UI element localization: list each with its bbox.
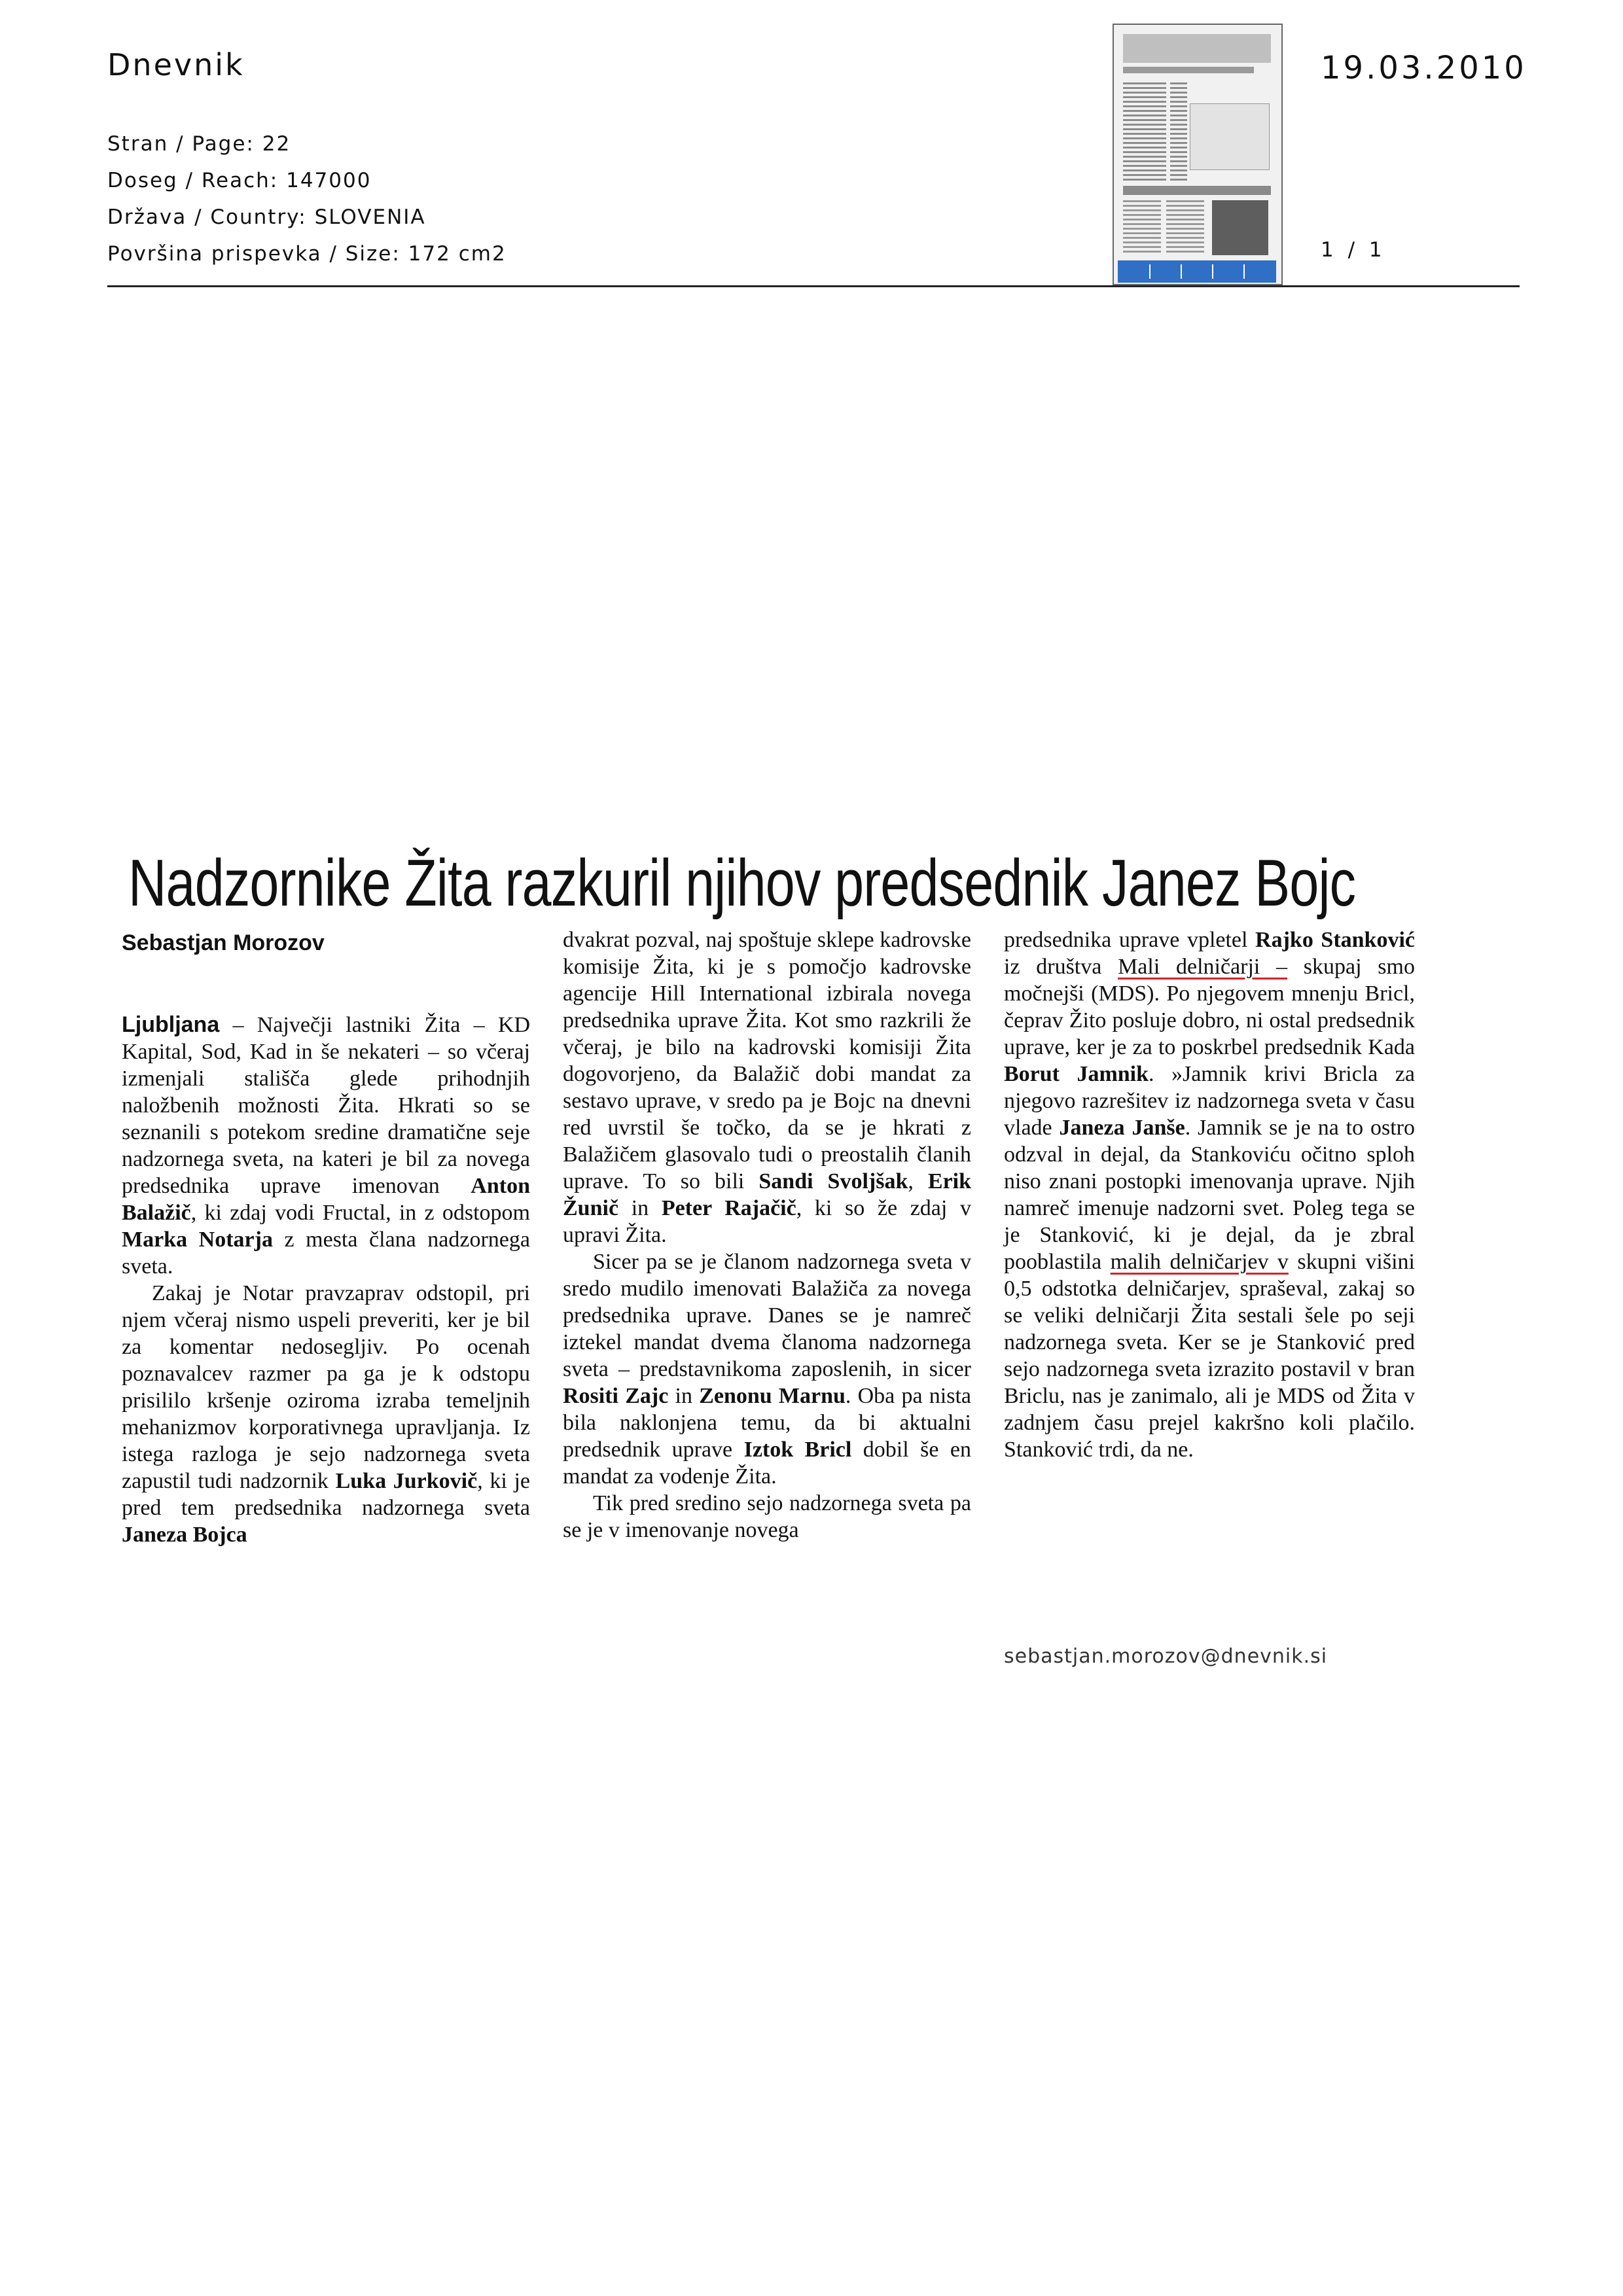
article-column-1 <box>122 1012 530 1548</box>
reach: Doseg / Reach: 147000 <box>107 169 372 192</box>
thumbnail-text-column <box>1166 200 1204 255</box>
thumbnail-ad-strip <box>1118 260 1276 283</box>
paragraph: Ljubljana – Največji lastniki Žita – KD Kapital, Sod, Kad in še nekateri – so včeraj izmenjali stališča glede prihodnjih naložbenih možnosti Žita. Hkrati so se seznanili s potekom sredine dramatične seje nadzornega sveta, na kateri je bil za novega predsednika uprave imenovan Anton Balažič, ki zdaj vodi Fructal, in z odstopom Marka Notarja z mesta člana nadzornega sveta. <box>122 1012 530 1279</box>
paragraph: dvakrat pozval, naj spoštuje sklepe kadrovske komisije Žita, ki je s pomočjo kadrovske agencije Hill International izbirala novega predsednika uprave Žita. Kot smo razkrili že včeraj, je bilo na kadrovski komisiji Žita dogovorjeno, da Balažič dobi mandat za sestavo uprave, v sredo pa je Bojc na dnevni red uvrstil še točko, da se je hkrati z Balažičem glasovalo tudi o preostalih članih uprave. To so bili Sandi Svoljšak, Erik Žunič in Peter Rajačič, ki so že zdaj v upravi Žita. <box>563 928 972 1247</box>
thumbnail-headline-band <box>1123 186 1271 195</box>
clipping-metadata <box>107 126 507 272</box>
thumbnail-subheadline-block <box>1123 67 1254 73</box>
header-divider <box>107 285 1520 287</box>
paragraph: Zakaj je Notar pravzaprav odstopil, pri njem včeraj nismo uspeli preveriti, ker je bil za komentar nedosegljiv. Po ocenah poznavalcev razmer pa ga je k odstopu prisililo kršenje oziroma izraba temeljnih mehanizmov korporativnega upravljanja. Iz istega razloga je sejo nadzornega sveta zapustil tudi nadzornik Luka Jurkovič, ki je pred tem predsednika nadzornega sveta Janeza Bojca <box>122 1281 530 1547</box>
publication-date: 19.03.2010 <box>1321 50 1527 86</box>
article-headline: Nadzornike Žita razkuril njihov predsednik Janez Bojc <box>128 847 1356 920</box>
publication-name: Dnevnik <box>107 47 245 82</box>
dateline-place: Ljubljana <box>122 1012 220 1037</box>
thumbnail-text-column <box>1123 82 1166 181</box>
article-column-2 <box>563 927 971 1544</box>
paragraph: predsednika uprave vpletel Rajko Stanković iz društva Mali delničarji – skupaj smo močnejši (MDS). Po njegovem mnenju Bricl, čeprav Žito posluje dobro, ni ostal predsednik uprave, ker je za to poskrbel predsednik Kada Borut Jamnik. »Jamnik krivi Bricla za njegovo razrešitev iz nadzornega sveta v času vlade Janeza Janše. Jamnik se je na to ostro odzval in dejal, da Stankoviću očitno sploh niso znani postopki imenovanja uprave. Njih namreč imenuje nadzorni svet. Poleg tega se je Stanković, ki je dejal, da je zbral pooblastila malih delničarjev v skupni višini 0,5 odstotka delničarjev, spraševal, zakaj so se veliki delničarji Žita sestali šele po seji nadzornega sveta. Ker se je Stanković pred sejo nadzornega sveta izrazito postavil v bran Briclu, nas je zanimalo, ali je MDS od Žita v zadnjem času prejel kakršno koli plačilo. Stanković trdi, da ne. <box>1004 928 1416 1462</box>
source-page-thumbnail <box>1113 24 1283 285</box>
thumbnail-photo <box>1212 200 1268 255</box>
article-size: Površina prispevka / Size: 172 cm2 <box>107 242 507 266</box>
page-count: 1 / 1 <box>1321 238 1386 262</box>
thumbnail-text-column <box>1123 200 1161 255</box>
thumbnail-text-column <box>1170 82 1187 181</box>
highlighted-phrase: malih delničarjev v <box>1110 1250 1289 1274</box>
thumbnail-headline-block <box>1123 34 1271 63</box>
article-column-3 <box>1004 927 1415 1463</box>
paragraph: Tik pred sredino sejo nadzornega sveta pa se je v imenovanje novega <box>563 1491 971 1542</box>
page-number: Stran / Page: 22 <box>107 132 291 156</box>
thumbnail-graphic <box>1190 103 1270 170</box>
paragraph: Sicer pa se je članom nadzornega sveta v sredo mudilo imenovati Balažiča za novega predsednika uprave. Danes se je namreč iztekel mandat dvema članoma nadzornega sveta – predstavnikoma zaposlenih, in sicer Rositi Zajc in Zenonu Marnu. Oba pa nista bila naklonjena temu, da bi aktualni predsednik uprave Iztok Bricl dobil še en mandat za vodenje Žita. <box>563 1250 972 1489</box>
highlighted-phrase: Mali delničarji – <box>1118 955 1288 979</box>
country: Država / Country: SLOVENIA <box>107 205 426 229</box>
author-email: sebastjan.morozov@dnevnik.si <box>1004 1645 1328 1668</box>
article-byline: Sebastjan Morozov <box>122 930 325 955</box>
